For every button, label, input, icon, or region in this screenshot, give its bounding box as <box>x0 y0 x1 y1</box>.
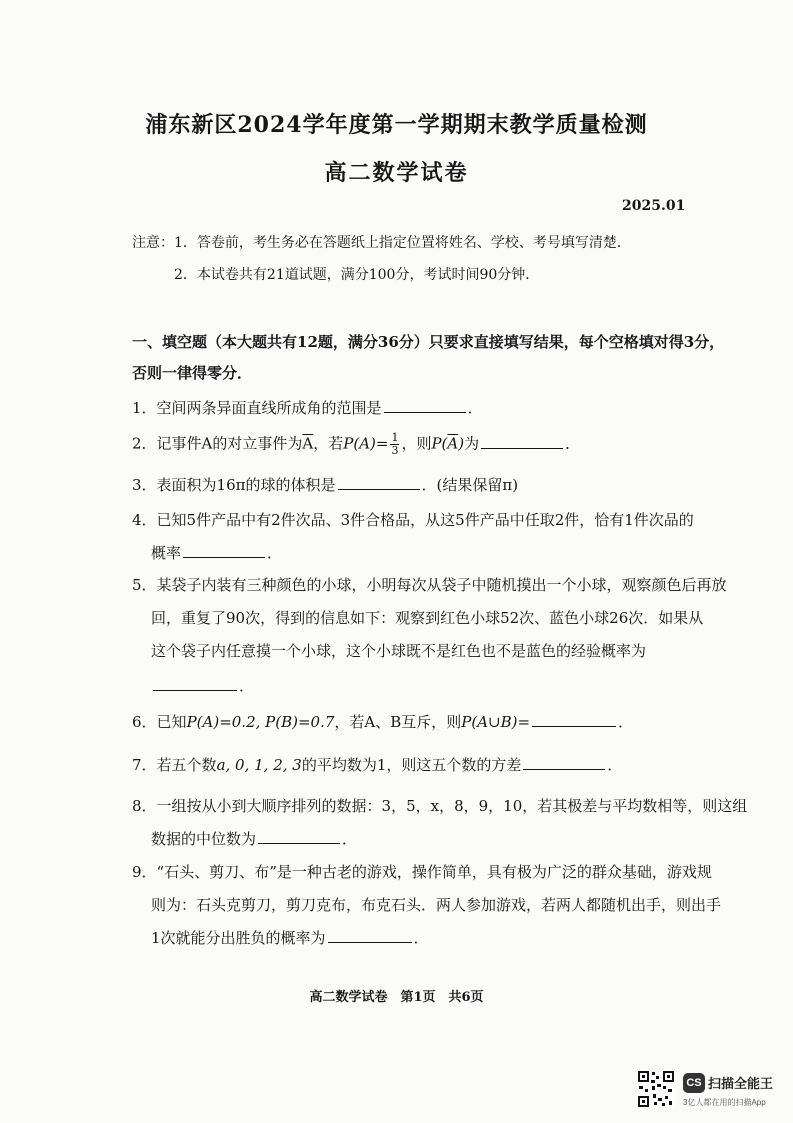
question-number: 5． <box>132 576 157 594</box>
probability-expr: ) <box>458 434 465 453</box>
answer-blank[interactable] <box>258 829 340 844</box>
answer-blank[interactable] <box>532 712 616 727</box>
question-9-cont <box>151 927 429 948</box>
question-text: 1次就能分出胜负的概率为 <box>151 929 326 947</box>
answer-blank[interactable] <box>183 543 265 558</box>
complement-event: $\overline{A}$ <box>447 434 459 453</box>
note-1: 注意：1．答卷前，考生务必在答题纸上指定位置将姓名、学校、考号填写清楚． <box>132 235 631 251</box>
answer-blank[interactable] <box>338 475 420 490</box>
question-4-cont <box>151 542 282 563</box>
punct: ． <box>342 830 358 848</box>
question-9 <box>132 861 712 882</box>
exam-subtitle: 高二数学试卷 <box>324 160 469 186</box>
camscanner-tagline: 3亿人都在用的扫描App <box>683 1098 766 1107</box>
question-text: 一组按从小到大顺序排列的数据：3，5，x，8，9，10，若其极差与平均数相等，则这组 <box>156 797 748 815</box>
question-number: 1． <box>132 399 157 417</box>
question-number: 8． <box>132 797 157 815</box>
question-number: 7． <box>132 756 157 774</box>
question-text: 数据的中位数为 <box>151 830 257 848</box>
punct: ． <box>413 929 429 947</box>
question-text: 表面积为16π的球的体积是 <box>156 476 336 494</box>
answer-blank[interactable] <box>523 755 605 770</box>
question-8-cont <box>151 828 357 849</box>
complement-event: $\overline{A}$ <box>302 434 314 453</box>
question-4 <box>132 509 694 530</box>
punct: ． <box>467 399 483 417</box>
question-text: 已知 <box>156 713 187 731</box>
question-number: 4． <box>132 511 157 529</box>
question-5-answer <box>151 675 254 696</box>
question-number: 9． <box>132 863 157 881</box>
question-5 <box>132 574 727 595</box>
question-text: 某袋子内装有三种颜色的小球，小明每次从袋子中随机摸出一个小球，观察颜色后再放 <box>156 576 727 594</box>
answer-blank[interactable] <box>328 928 412 943</box>
question-number: 3． <box>132 476 157 494</box>
question-text: 的平均数为1，则这五个数的方差 <box>301 756 522 774</box>
punct: ． <box>565 434 581 453</box>
question-8 <box>132 795 747 816</box>
exam-date: 2025.01 <box>622 198 686 214</box>
section-heading-cont: 否则一律得零分． <box>132 364 253 382</box>
question-text: 已知5件产品中有2件次品、3件合格品，从这5件产品中任取2件，恰有1件次品的 <box>156 511 694 529</box>
question-5-cont: 这个袋子内任意摸一个小球，这个小球既不是红色也不是蓝色的经验概率为 <box>151 642 647 660</box>
page-footer: 高二数学试卷 第1页 共6页 <box>309 990 484 1005</box>
punct: ． <box>267 544 283 562</box>
question-9-cont: 则为：石头克剪刀，剪刀克布，布克石头．两人参加游戏，若两人都随机出手，则出手 <box>151 896 722 914</box>
question-number: 2． <box>132 434 157 453</box>
probability-expr: P( <box>431 434 448 453</box>
probability-expr: P(A∪B)= <box>461 713 531 731</box>
punct: ． <box>618 713 634 731</box>
question-6 <box>132 711 633 732</box>
question-1 <box>132 397 483 418</box>
qr-code-icon <box>637 1070 675 1108</box>
question-text: 空间两条异面直线所成角的范围是 <box>156 399 382 417</box>
punct: ．(结果保留π) <box>421 476 519 494</box>
exam-title: 浦东新区2024学年度第一学期期末教学质量检测 <box>145 112 648 138</box>
question-text: ，则 <box>401 434 432 453</box>
question-2 <box>132 432 580 457</box>
answer-blank[interactable] <box>384 398 466 413</box>
answer-blank[interactable] <box>481 434 563 449</box>
question-text: “石头、剪刀、布”是一种古老的游戏，操作简单，具有极为广泛的群众基础，游戏规 <box>156 863 712 881</box>
question-text: 若五个数 <box>156 756 217 774</box>
note-2: 2．本试卷共有21道试题，满分100分，考试时间90分钟． <box>174 267 540 283</box>
fraction <box>390 432 399 457</box>
question-text: 概率 <box>151 544 182 562</box>
question-text: ，若A、B互斥，则 <box>334 713 462 731</box>
punct: ． <box>607 756 623 774</box>
question-text: ，若 <box>313 434 344 453</box>
punct: ． <box>239 677 255 695</box>
question-text: 为 <box>464 434 480 453</box>
question-5-cont: 回，重复了90次，得到的信息如下：观察到红色小球52次、蓝色小球26次．如果从 <box>151 609 704 627</box>
probability-expr: P(A)= <box>343 434 389 453</box>
question-3 <box>132 474 518 495</box>
answer-blank[interactable] <box>153 676 237 691</box>
number-list: a, 0, 1, 2, 3 <box>216 756 302 774</box>
question-number: 6． <box>132 713 157 731</box>
question-text: 记事件A的对立事件为 <box>156 434 303 453</box>
fraction-denominator: 3 <box>391 444 399 457</box>
camscanner-name: 扫描全能王 <box>708 1076 774 1091</box>
question-7 <box>132 754 622 775</box>
fraction-numerator: 1 <box>391 431 399 444</box>
camscanner-logo-icon: CS <box>683 1073 705 1093</box>
section-heading: 一、填空题（本大题共有12题，满分36分）只要求直接填写结果，每个空格填对得3分， <box>132 333 725 351</box>
probability-expr: P(A)=0.2, P(B)=0.7 <box>186 713 335 731</box>
